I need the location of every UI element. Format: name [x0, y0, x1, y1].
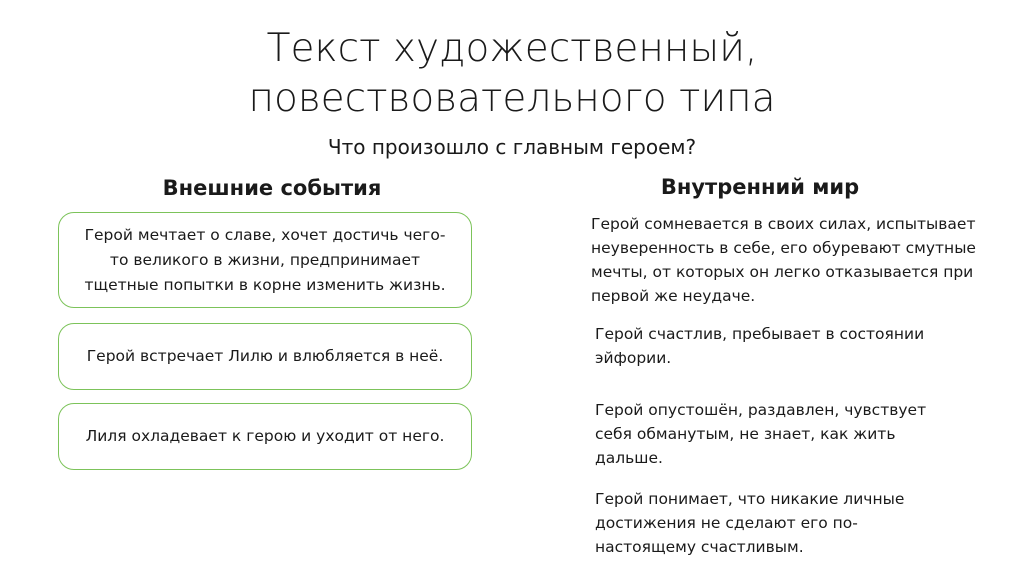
slide-title-line-1: Текст художественный, [266, 26, 758, 71]
inner-world-text-3: Герой опустошён, раздавлен, чувствует себя обманутым, не знает, как жить дальше. [595, 401, 927, 467]
external-event-text-1: Герой мечтает о славе, хочет достичь чего-то великого в жизни, предпринимает тщетные попытки в корне изменить жизнь. [84, 225, 446, 294]
external-event-box-3 [58, 403, 472, 470]
inner-world-text-4: Герой понимает, что никакие личные достижения не сделают его по-настоящему счастливым. [595, 490, 905, 556]
inner-world-heading: Внутренний мир [660, 175, 860, 199]
slide-subtitle: Что произошло с главным героем? [327, 135, 697, 159]
external-event-box-2 [58, 323, 472, 390]
inner-world-text-2: Герой счастлив, пребывает в состоянии эйфории. [595, 325, 925, 367]
external-event-text-3: Лиля охладевает к герою и уходит от него. [85, 427, 445, 445]
slide-title-line-2: повествовательного типа [248, 76, 776, 121]
external-event-text-2: Герой встречает Лилю и влюбляется в неё. [86, 347, 444, 365]
external-event-box-1 [58, 212, 472, 308]
inner-world-text-1: Герой сомневается в своих силах, испытывает неуверенность в себе, его обуревают смутные мечты, от которых он легко отказывается при первой же неудаче. [591, 215, 976, 305]
slide-title [0, 24, 1024, 124]
external-events-heading: Внешние события [162, 176, 382, 200]
